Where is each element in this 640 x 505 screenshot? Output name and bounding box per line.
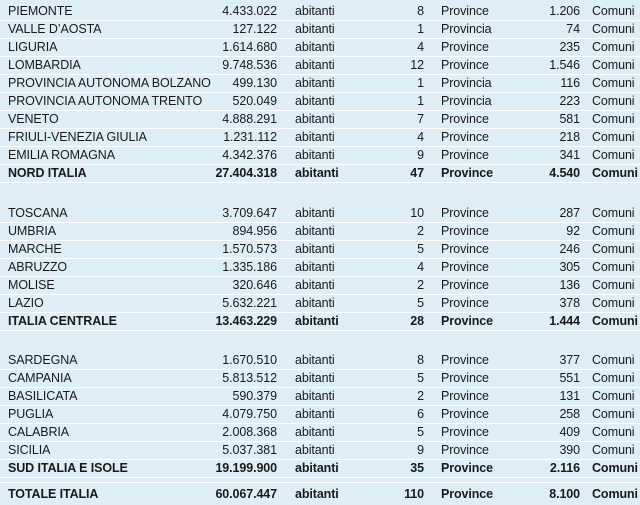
- comuni-unit: Comuni: [592, 112, 635, 126]
- population-unit: abitanti: [295, 22, 335, 36]
- province-count: 10: [410, 206, 424, 220]
- population-unit: abitanti: [295, 148, 335, 162]
- table-row: [0, 406, 640, 424]
- province-count: 1: [417, 76, 424, 90]
- comuni-unit: Comuni: [592, 22, 635, 36]
- province-count: 110: [404, 487, 424, 501]
- province-count: 8: [417, 4, 424, 18]
- province-count: 9: [417, 148, 424, 162]
- region-name: PIEMONTE: [8, 4, 73, 18]
- comuni-unit: Comuni: [592, 76, 635, 90]
- population-value: 9.748.536: [222, 58, 277, 72]
- comuni-unit: Comuni: [592, 224, 635, 238]
- comuni-count: 378: [559, 296, 580, 310]
- province-count: 5: [417, 242, 424, 256]
- population-unit: abitanti: [295, 206, 335, 220]
- comuni-unit: Comuni: [592, 4, 635, 18]
- province-unit: Province: [441, 278, 489, 292]
- table-row: [0, 370, 640, 388]
- population-unit: abitanti: [295, 166, 339, 180]
- province-unit: Provincia: [441, 22, 492, 36]
- table-row: [0, 147, 640, 165]
- population-value: 499.130: [232, 76, 277, 90]
- province-count: 1: [417, 22, 424, 36]
- comuni-count: 341: [559, 148, 580, 162]
- comuni-count: 390: [559, 443, 580, 457]
- comuni-count: 116: [560, 76, 580, 90]
- region-name: MARCHE: [8, 242, 62, 256]
- province-unit: Province: [441, 242, 489, 256]
- table-row: [0, 129, 640, 147]
- table-row: [0, 424, 640, 442]
- comuni-count: 131: [559, 389, 580, 403]
- region-name: ITALIA CENTRALE: [8, 314, 117, 328]
- population-unit: abitanti: [295, 76, 335, 90]
- population-unit: abitanti: [295, 94, 335, 108]
- province-unit: Province: [441, 260, 489, 274]
- region-name: LOMBARDIA: [8, 58, 81, 72]
- province-unit: Province: [441, 314, 494, 328]
- region-name: SUD ITALIA E ISOLE: [8, 461, 128, 475]
- population-value: 13.463.229: [215, 314, 277, 328]
- comuni-unit: Comuni: [592, 487, 638, 501]
- table-row: [0, 388, 640, 406]
- province-count: 7: [417, 112, 424, 126]
- region-name: ABRUZZO: [8, 260, 68, 274]
- table-row: [0, 223, 640, 241]
- comuni-unit: Comuni: [592, 407, 635, 421]
- province-count: 2: [417, 278, 424, 292]
- comuni-count: 223: [559, 94, 580, 108]
- province-count: 4: [417, 260, 424, 274]
- province-count: 9: [417, 443, 424, 457]
- province-count: 4: [417, 130, 424, 144]
- population-value: 1.231.112: [223, 130, 277, 144]
- province-unit: Province: [441, 112, 489, 126]
- province-count: 4: [417, 40, 424, 54]
- comuni-unit: Comuni: [592, 130, 635, 144]
- comuni-unit: Comuni: [592, 443, 635, 457]
- comuni-count: 136: [559, 278, 580, 292]
- section-total-row: [0, 460, 640, 478]
- population-unit: abitanti: [295, 4, 335, 18]
- province-unit: Province: [441, 407, 489, 421]
- population-value: 5.632.221: [222, 296, 277, 310]
- province-unit: Provincia: [441, 76, 492, 90]
- region-name: FRIULI-VENEZIA GIULIA: [8, 130, 147, 144]
- region-name: MOLISE: [8, 278, 55, 292]
- province-unit: Province: [441, 166, 494, 180]
- section-total-row: [0, 313, 640, 331]
- comuni-unit: Comuni: [592, 166, 638, 180]
- table-row: [0, 241, 640, 259]
- population-unit: abitanti: [295, 58, 335, 72]
- province-unit: Provincia: [441, 94, 492, 108]
- population-value: 520.049: [232, 94, 277, 108]
- province-count: 12: [410, 58, 424, 72]
- population-unit: abitanti: [295, 425, 335, 439]
- population-unit: abitanti: [295, 487, 339, 501]
- population-value: 1.335.186: [222, 260, 277, 274]
- population-value: 5.037.381: [222, 443, 277, 457]
- population-value: 4.888.291: [222, 112, 277, 126]
- region-name: VALLE D’AOSTA: [8, 22, 102, 36]
- comuni-count: 4.540: [549, 166, 580, 180]
- province-unit: Province: [441, 206, 489, 220]
- population-value: 60.067.447: [215, 487, 277, 501]
- region-name: CAMPANIA: [8, 371, 72, 385]
- comuni-count: 1.206: [549, 4, 580, 18]
- province-count: 5: [417, 425, 424, 439]
- table-row: [0, 21, 640, 39]
- comuni-unit: Comuni: [592, 389, 635, 403]
- comuni-count: 377: [559, 353, 580, 367]
- province-unit: Province: [441, 224, 489, 238]
- population-unit: abitanti: [295, 389, 335, 403]
- population-value: 1.670.510: [222, 353, 277, 367]
- region-name: BASILICATA: [8, 389, 78, 403]
- comuni-count: 1.546: [549, 58, 580, 72]
- population-unit: abitanti: [295, 130, 335, 144]
- comuni-unit: Comuni: [592, 242, 635, 256]
- province-count: 35: [410, 461, 424, 475]
- population-value: 894.956: [232, 224, 277, 238]
- population-unit: abitanti: [295, 314, 339, 328]
- comuni-count: 246: [559, 242, 580, 256]
- table-row: [0, 442, 640, 460]
- province-count: 28: [410, 314, 424, 328]
- province-count: 47: [410, 166, 424, 180]
- comuni-unit: Comuni: [592, 40, 635, 54]
- comuni-count: 287: [559, 206, 580, 220]
- region-name: SICILIA: [8, 443, 51, 457]
- comuni-unit: Comuni: [592, 148, 635, 162]
- population-value: 5.813.512: [222, 371, 277, 385]
- region-name: LAZIO: [8, 296, 44, 310]
- population-unit: abitanti: [295, 296, 335, 310]
- province-count: 2: [417, 224, 424, 238]
- province-count: 8: [417, 353, 424, 367]
- province-unit: Province: [441, 4, 489, 18]
- province-count: 5: [417, 296, 424, 310]
- region-name: PUGLIA: [8, 407, 54, 421]
- table-row: [0, 277, 640, 295]
- population-value: 4.342.376: [222, 148, 277, 162]
- table-row: [0, 259, 640, 277]
- region-name: UMBRIA: [8, 224, 57, 238]
- region-name: TOSCANA: [8, 206, 68, 220]
- population-unit: abitanti: [295, 461, 339, 475]
- population-unit: abitanti: [295, 112, 335, 126]
- table-row: [0, 352, 640, 370]
- comuni-count: 305: [559, 260, 580, 274]
- population-value: 127.122: [232, 22, 277, 36]
- region-name: NORD ITALIA: [8, 166, 87, 180]
- population-unit: abitanti: [295, 278, 335, 292]
- population-unit: abitanti: [295, 260, 335, 274]
- population-value: 2.008.368: [222, 425, 277, 439]
- province-unit: Province: [441, 461, 494, 475]
- population-unit: abitanti: [295, 443, 335, 457]
- population-unit: abitanti: [295, 371, 335, 385]
- comuni-count: 581: [559, 112, 580, 126]
- population-unit: abitanti: [295, 224, 335, 238]
- comuni-count: 2.116: [549, 461, 580, 475]
- comuni-count: 92: [566, 224, 580, 238]
- population-value: 3.709.647: [222, 206, 277, 220]
- comuni-unit: Comuni: [592, 260, 635, 274]
- region-name: LIGURIA: [8, 40, 58, 54]
- population-value: 320.646: [232, 278, 277, 292]
- comuni-count: 409: [559, 425, 580, 439]
- comuni-unit: Comuni: [592, 371, 635, 385]
- grand-total-row: [0, 482, 640, 504]
- province-unit: Province: [441, 487, 494, 501]
- table-row: [0, 93, 640, 111]
- comuni-unit: Comuni: [592, 296, 635, 310]
- province-count: 2: [417, 389, 424, 403]
- province-count: 1: [417, 94, 424, 108]
- population-value: 4.079.750: [222, 407, 277, 421]
- table-row: [0, 295, 640, 313]
- comuni-count: 8.100: [549, 487, 580, 501]
- table-row: [0, 57, 640, 75]
- table-row: [0, 3, 640, 21]
- comuni-count: 551: [559, 371, 580, 385]
- comuni-count: 1.444: [549, 314, 580, 328]
- region-name: VENETO: [8, 112, 59, 126]
- population-unit: abitanti: [295, 40, 335, 54]
- region-name: PROVINCIA AUTONOMA BOLZANO: [8, 76, 211, 90]
- population-value: 590.379: [232, 389, 277, 403]
- population-value: 1.570.573: [222, 242, 277, 256]
- comuni-unit: Comuni: [592, 58, 635, 72]
- population-unit: abitanti: [295, 407, 335, 421]
- population-value: 1.614.680: [222, 40, 277, 54]
- province-unit: Province: [441, 425, 489, 439]
- population-unit: abitanti: [295, 353, 335, 367]
- comuni-unit: Comuni: [592, 425, 635, 439]
- region-name: CALABRIA: [8, 425, 70, 439]
- comuni-count: 258: [559, 407, 580, 421]
- comuni-count: 218: [559, 130, 580, 144]
- province-unit: Province: [441, 130, 489, 144]
- province-unit: Province: [441, 148, 489, 162]
- region-name: EMILIA ROMAGNA: [8, 148, 115, 162]
- province-unit: Province: [441, 40, 489, 54]
- province-unit: Province: [441, 58, 489, 72]
- population-value: 4.433.022: [222, 4, 277, 18]
- region-name: TOTALE ITALIA: [8, 487, 99, 501]
- comuni-unit: Comuni: [592, 314, 638, 328]
- population-value: 19.199.900: [215, 461, 277, 475]
- region-name: PROVINCIA AUTONOMA TRENTO: [8, 94, 203, 108]
- population-value: 27.404.318: [215, 166, 277, 180]
- comuni-count: 235: [559, 40, 580, 54]
- comuni-unit: Comuni: [592, 461, 638, 475]
- comuni-unit: Comuni: [592, 278, 635, 292]
- comuni-unit: Comuni: [592, 94, 635, 108]
- province-unit: Province: [441, 389, 489, 403]
- province-count: 5: [417, 371, 424, 385]
- province-count: 6: [417, 407, 424, 421]
- table-row: [0, 111, 640, 129]
- region-name: SARDEGNA: [8, 353, 78, 367]
- population-unit: abitanti: [295, 242, 335, 256]
- table-row: [0, 205, 640, 223]
- table-row: [0, 39, 640, 57]
- section-total-row: [0, 165, 640, 183]
- comuni-unit: Comuni: [592, 206, 635, 220]
- province-unit: Province: [441, 371, 489, 385]
- comuni-unit: Comuni: [592, 353, 635, 367]
- table-row: [0, 75, 640, 93]
- province-unit: Province: [441, 296, 489, 310]
- province-unit: Province: [441, 443, 489, 457]
- province-unit: Province: [441, 353, 489, 367]
- comuni-count: 74: [566, 22, 580, 36]
